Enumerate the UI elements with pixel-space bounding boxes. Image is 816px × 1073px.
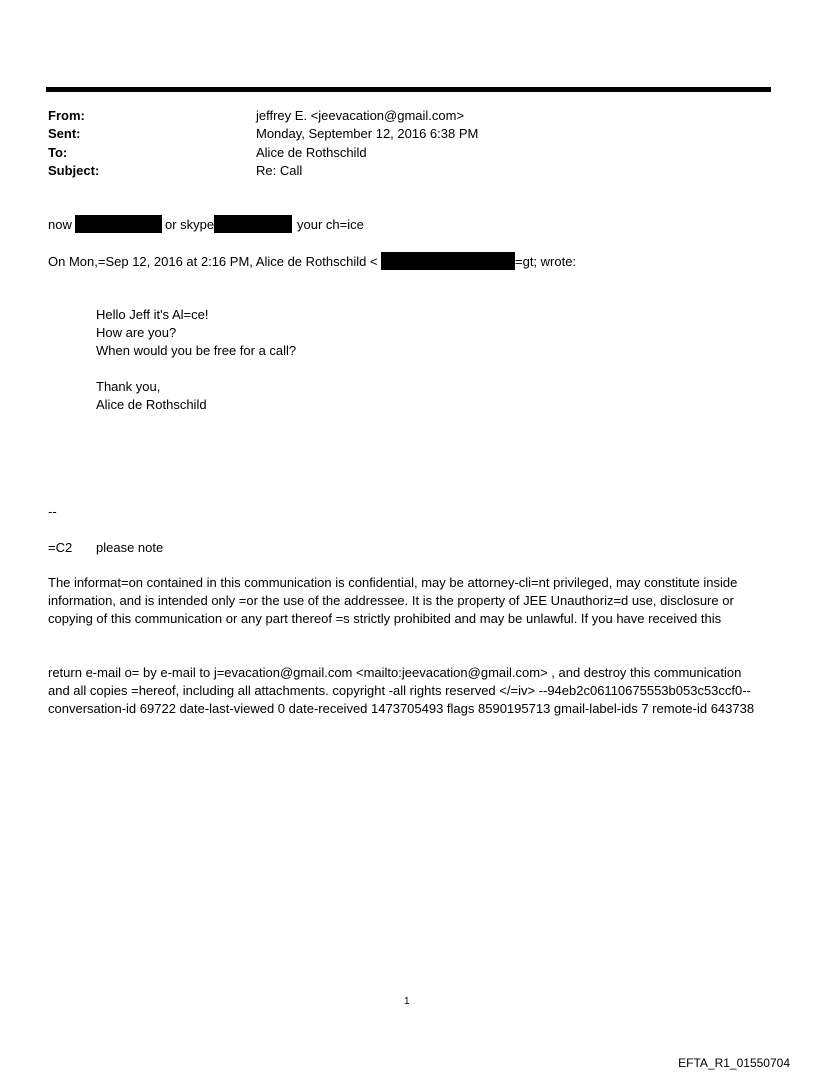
redaction-block bbox=[381, 252, 515, 270]
reply-choice: your ch=ice bbox=[297, 217, 364, 232]
to-label: To: bbox=[48, 145, 68, 160]
header-rule bbox=[46, 87, 771, 92]
quoted-line: When would you be free for a call? bbox=[96, 343, 297, 358]
redaction-block bbox=[75, 215, 162, 233]
note-text: please note bbox=[96, 540, 164, 555]
note-prefix: =C2 bbox=[48, 540, 73, 555]
quoted-line: Alice de Rothschild bbox=[96, 397, 207, 412]
disclaimer-paragraph: The informat=on contained in this communication is confidential, may be attorney-cli=nt privileged, may constitute inside information, and is intended only =or the use of the addressee. It is the property of JEE Unauthoriz=d use, disclosure or copying of this communication or any part thereof =s strictly prohibited and may be unlawful. If you have received this bbox=[48, 575, 738, 626]
quote-intro: On Mon,=Sep 12, 2016 at 2:16 PM, Alice de Rothschild < bbox=[48, 254, 378, 269]
from-label: From: bbox=[48, 108, 85, 123]
to-value: Alice de Rothschild bbox=[256, 145, 367, 160]
subject-value: Re: Call bbox=[256, 163, 303, 178]
document-id: EFTA_R1_01550704 bbox=[678, 1056, 790, 1070]
sent-value: Monday, September 12, 2016 6:38 PM bbox=[256, 126, 479, 141]
from-value: jeffrey E. <jeevacation@gmail.com> bbox=[256, 108, 465, 123]
reply-now: now bbox=[48, 217, 72, 232]
sent-label: Sent: bbox=[48, 126, 81, 141]
page-number: 1 bbox=[404, 996, 410, 1007]
quoted-line: Thank you, bbox=[96, 379, 161, 394]
quote-intro-end: =gt; wrote: bbox=[515, 254, 577, 269]
disclaimer-paragraph-2: return e-mail o= by e-mail to j=evacation@gmail.com <mailto:jeevacation@gmail.com> , and destroy this communication and all copies =hereof, including all attachments. copyright -all rights reserved </=iv> --94eb2c06110675553b053c53ccf0-- conversation-id 69722 date-last-viewed 0 date-received 1473705493 flags 8590195713 gmail-label-ids 7 remote-id 643738 bbox=[48, 665, 755, 716]
reply-or-skype: or skype bbox=[165, 217, 215, 232]
redaction-block bbox=[214, 215, 292, 233]
subject-label: Subject: bbox=[48, 163, 100, 178]
quoted-line: Hello Jeff it's Al=ce! bbox=[96, 307, 209, 322]
quoted-line: How are you? bbox=[96, 325, 177, 340]
signature-separator: -- bbox=[48, 504, 57, 519]
